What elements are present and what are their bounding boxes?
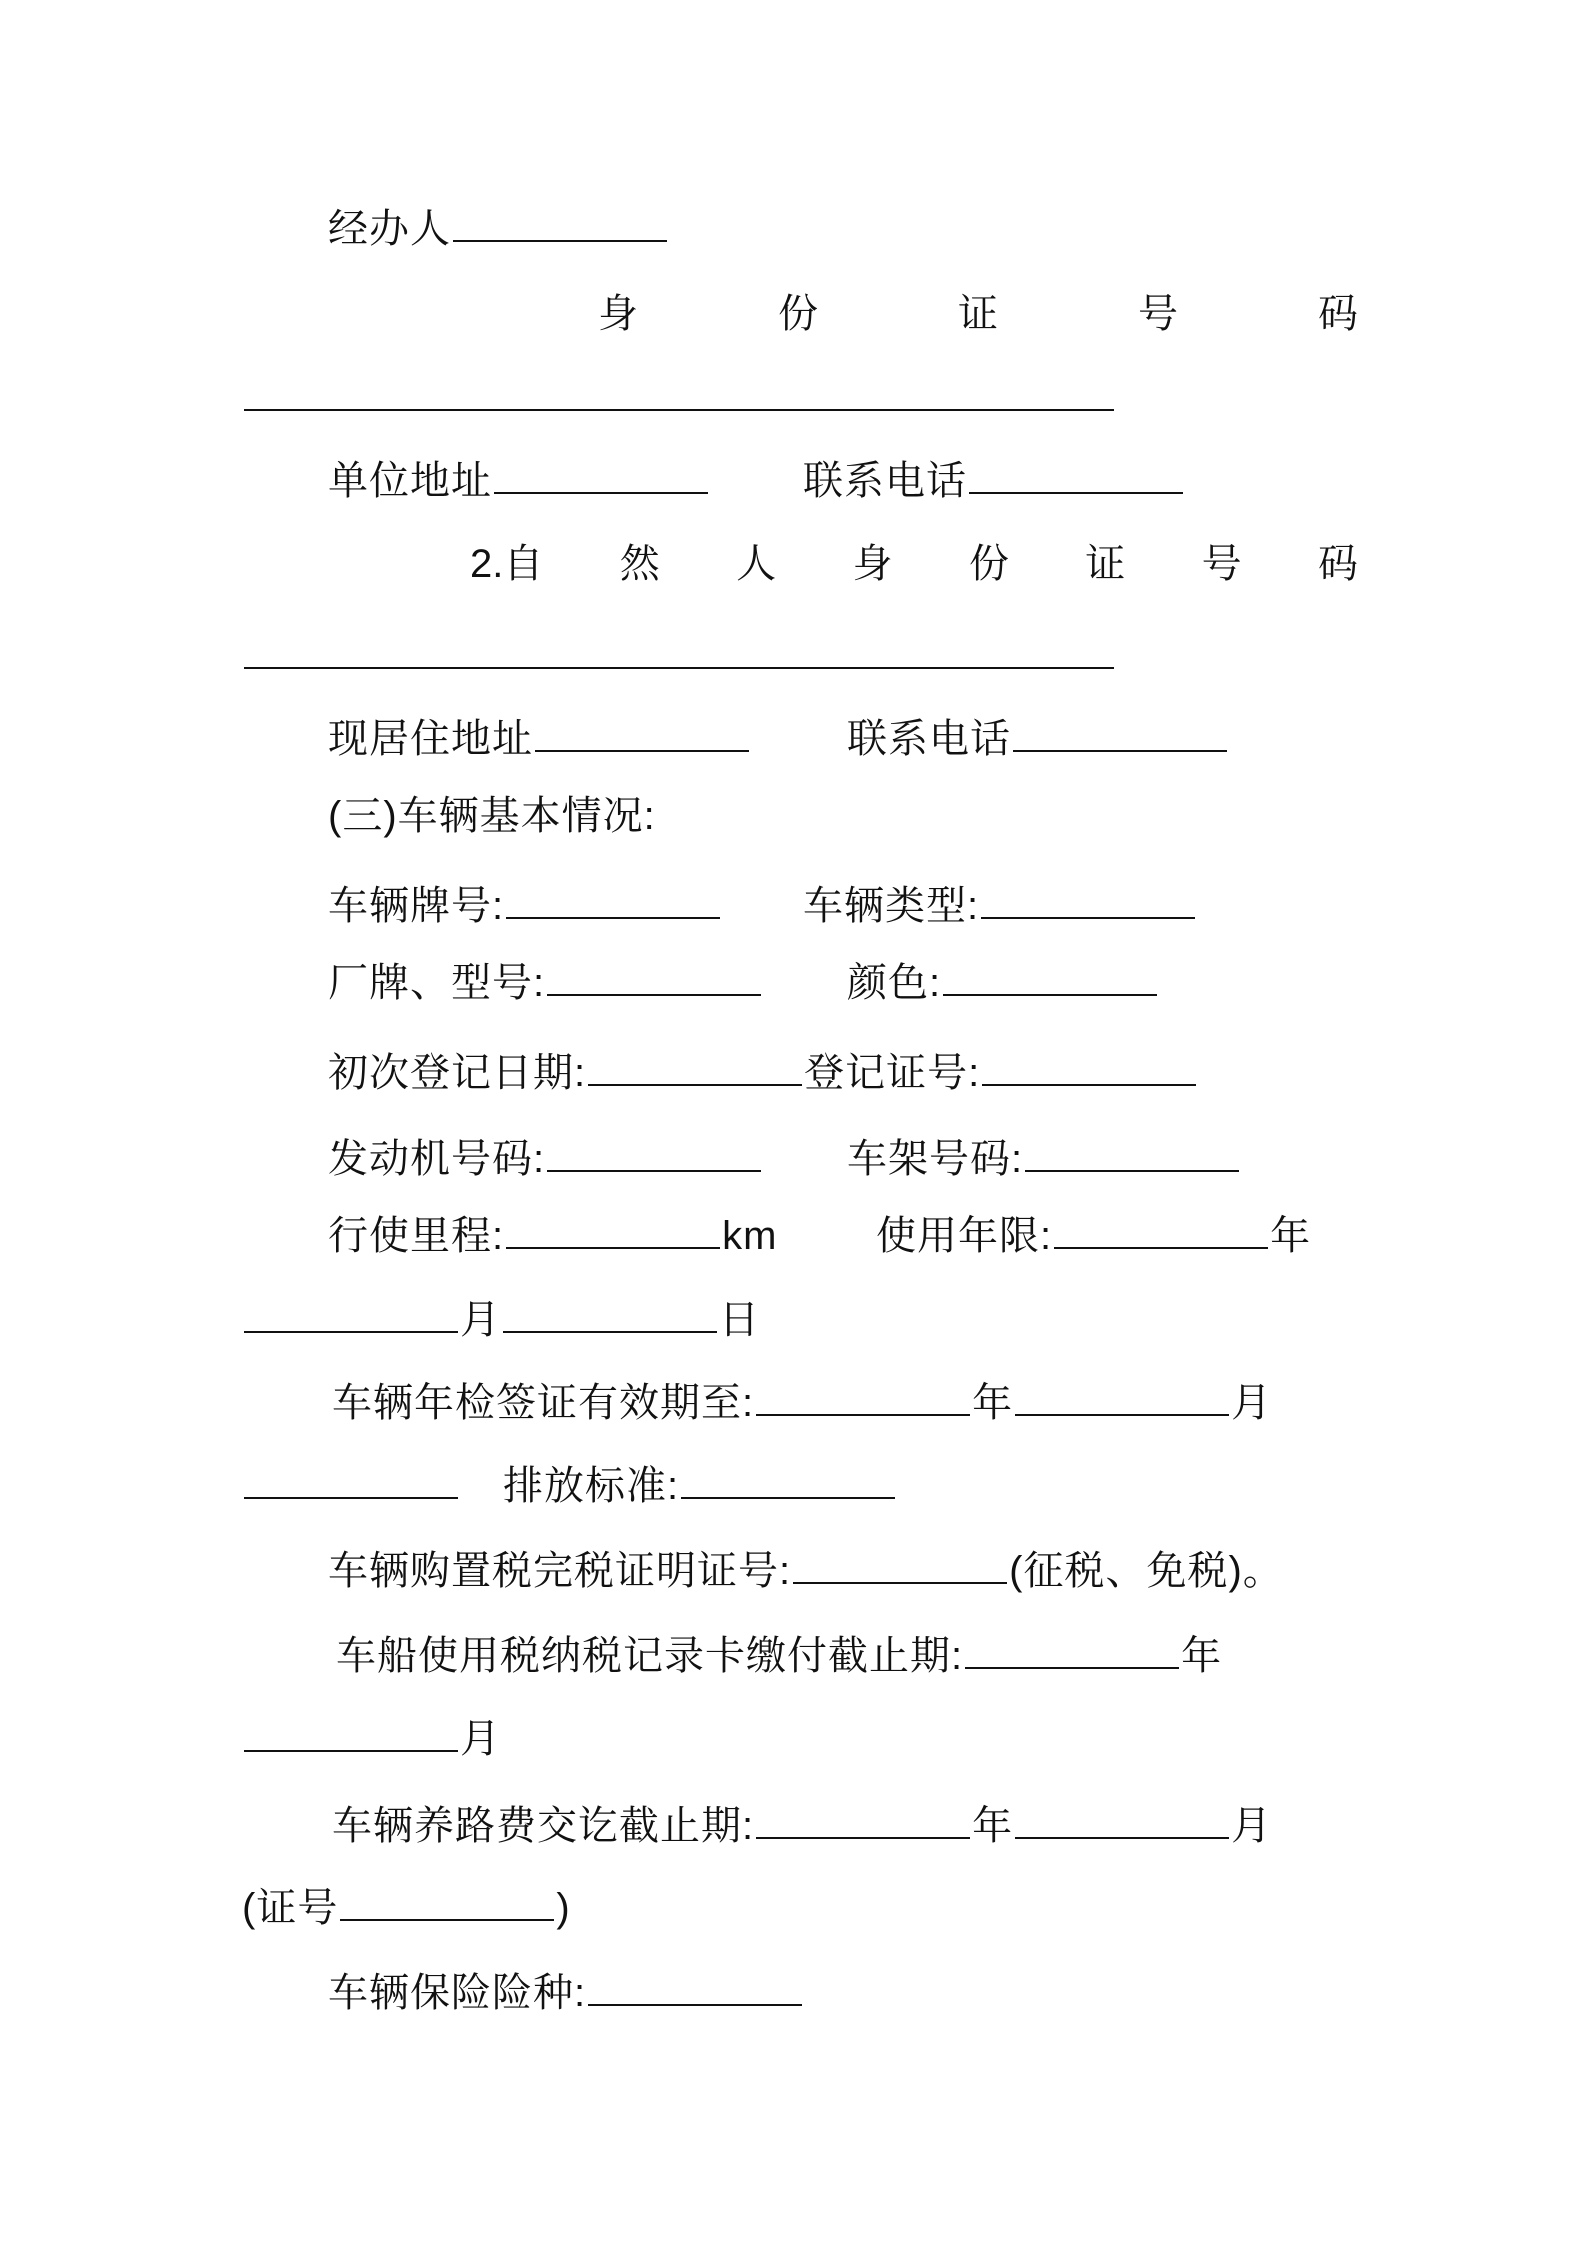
inspection-month-field[interactable] [1015, 1380, 1229, 1416]
section-three-title: (三)车辆基本情况: [328, 794, 656, 838]
frame-no-field[interactable] [1025, 1136, 1239, 1172]
mileage-label: 行使里程: [328, 1214, 505, 1258]
inspection-year-field[interactable] [756, 1380, 970, 1416]
vehicle-type-field[interactable] [981, 883, 1195, 919]
np-char: 份 [968, 542, 1009, 586]
current-address-field[interactable] [535, 716, 749, 752]
phone-label-1: 联系电话 [803, 459, 967, 503]
id-number-line [242, 372, 1116, 424]
emission-label: 排放标准: [503, 1464, 680, 1508]
first-reg-line [328, 1047, 1198, 1099]
brand-model-line [328, 957, 763, 1009]
insurance-field[interactable] [588, 1970, 802, 2006]
np-char: 身 [852, 542, 893, 586]
month-label: 月 [460, 1298, 501, 1342]
service-life-day-field[interactable] [503, 1297, 717, 1333]
natural-person-id-heading [470, 538, 1358, 590]
reg-cert-label: 登记证号: [804, 1051, 981, 1095]
np-char: 人 [736, 542, 777, 586]
id-number-heading [598, 288, 1358, 340]
unit-address-label: 单位地址 [328, 459, 492, 503]
month-label: 月 [460, 1717, 501, 1761]
engine-no-label: 发动机号码: [328, 1137, 546, 1181]
color-field[interactable] [943, 960, 1157, 996]
unit-address-field[interactable] [494, 458, 708, 494]
road-fee-line [332, 1800, 1272, 1852]
month-label: 月 [1231, 1381, 1273, 1425]
operator-label: 经办人 [328, 207, 451, 251]
purchase-tax-line [328, 1545, 1284, 1597]
phone-line-2 [847, 713, 1229, 765]
reg-cert-field[interactable] [982, 1050, 1196, 1086]
frame-no-line [847, 1133, 1241, 1185]
year-label: 年 [972, 1804, 1014, 1848]
natural-person-id-field[interactable] [244, 633, 1114, 669]
engine-no-field[interactable] [547, 1136, 761, 1172]
service-life-label: 使用年限: [876, 1214, 1053, 1258]
vehicle-type-line [803, 880, 1197, 932]
phone-line-1 [803, 455, 1185, 507]
vessel-tax-month-field[interactable] [244, 1716, 458, 1752]
mileage-field[interactable] [506, 1213, 720, 1249]
plate-field[interactable] [506, 883, 720, 919]
inspection-cont-line [242, 1460, 460, 1512]
cert-no-field[interactable] [340, 1885, 554, 1921]
phone-field-1[interactable] [969, 458, 1183, 494]
natural-person-id-line [242, 630, 1116, 682]
engine-no-line [328, 1133, 763, 1185]
current-address-line [328, 713, 751, 765]
phone-field-2[interactable] [1013, 716, 1227, 752]
vessel-tax-cont-line [242, 1713, 501, 1765]
np-char: 证 [1085, 542, 1126, 586]
mileage-unit: km [722, 1214, 778, 1258]
service-life-line [876, 1210, 1311, 1262]
purchase-tax-label: 车辆购置税完税证明证号: [328, 1549, 792, 1593]
color-label: 颜色: [847, 961, 942, 1005]
road-fee-year-field[interactable] [756, 1803, 970, 1839]
month-label: 月 [1231, 1804, 1273, 1848]
id-char: 证 [958, 292, 998, 336]
inspection-day-field[interactable] [244, 1463, 458, 1499]
road-fee-month-field[interactable] [1015, 1803, 1229, 1839]
operator-field[interactable] [453, 206, 667, 242]
vessel-tax-year-field[interactable] [965, 1633, 1179, 1669]
vehicle-type-label: 车辆类型: [803, 884, 980, 928]
plate-line [328, 880, 722, 932]
emission-line [503, 1460, 897, 1512]
id-char: 份 [778, 292, 818, 336]
plate-label: 车辆牌号: [328, 884, 505, 928]
id-char: 号 [1138, 292, 1178, 336]
purchase-tax-field[interactable] [793, 1548, 1007, 1584]
day-label: 日 [719, 1298, 760, 1342]
year-label: 年 [972, 1381, 1014, 1425]
inspection-label: 车辆年检签证有效期至: [332, 1381, 755, 1425]
year-label: 年 [1270, 1214, 1312, 1258]
np-char: 码 [1317, 542, 1358, 586]
first-reg-field[interactable] [588, 1050, 802, 1086]
brand-model-label: 厂牌、型号: [328, 961, 546, 1005]
vessel-tax-label: 车船使用税纳税记录卡缴付截止期: [336, 1634, 964, 1678]
frame-no-label: 车架号码: [847, 1137, 1024, 1181]
service-life-cont-line [242, 1294, 760, 1346]
insurance-label: 车辆保险险种: [328, 1971, 587, 2015]
operator-line [328, 203, 669, 255]
inspection-line [332, 1377, 1272, 1429]
id-char: 身 [598, 292, 638, 336]
purchase-tax-suffix: (征税、免税)。 [1009, 1549, 1284, 1593]
cert-no-open: (证号 [242, 1886, 339, 1930]
service-life-year-field[interactable] [1054, 1213, 1268, 1249]
id-number-field[interactable] [244, 375, 1114, 411]
np-char: 然 [619, 542, 660, 586]
vessel-tax-line [336, 1630, 1222, 1682]
cert-no-line [242, 1882, 571, 1934]
emission-field[interactable] [681, 1463, 895, 1499]
service-life-month-field[interactable] [244, 1297, 458, 1333]
phone-label-2: 联系电话 [847, 717, 1011, 761]
color-line [847, 957, 1159, 1009]
cert-no-close: ) [556, 1886, 571, 1930]
road-fee-label: 车辆养路费交讫截止期: [332, 1804, 755, 1848]
np-char: 号 [1201, 542, 1242, 586]
mileage-line [328, 1210, 777, 1262]
insurance-line [328, 1967, 804, 2019]
id-char: 码 [1318, 292, 1358, 336]
brand-model-field[interactable] [547, 960, 761, 996]
first-reg-label: 初次登记日期: [328, 1051, 587, 1095]
np-char: 2.自 [470, 542, 544, 586]
year-label: 年 [1181, 1634, 1223, 1678]
current-address-label: 现居住地址 [328, 717, 533, 761]
unit-address-line [328, 455, 710, 507]
